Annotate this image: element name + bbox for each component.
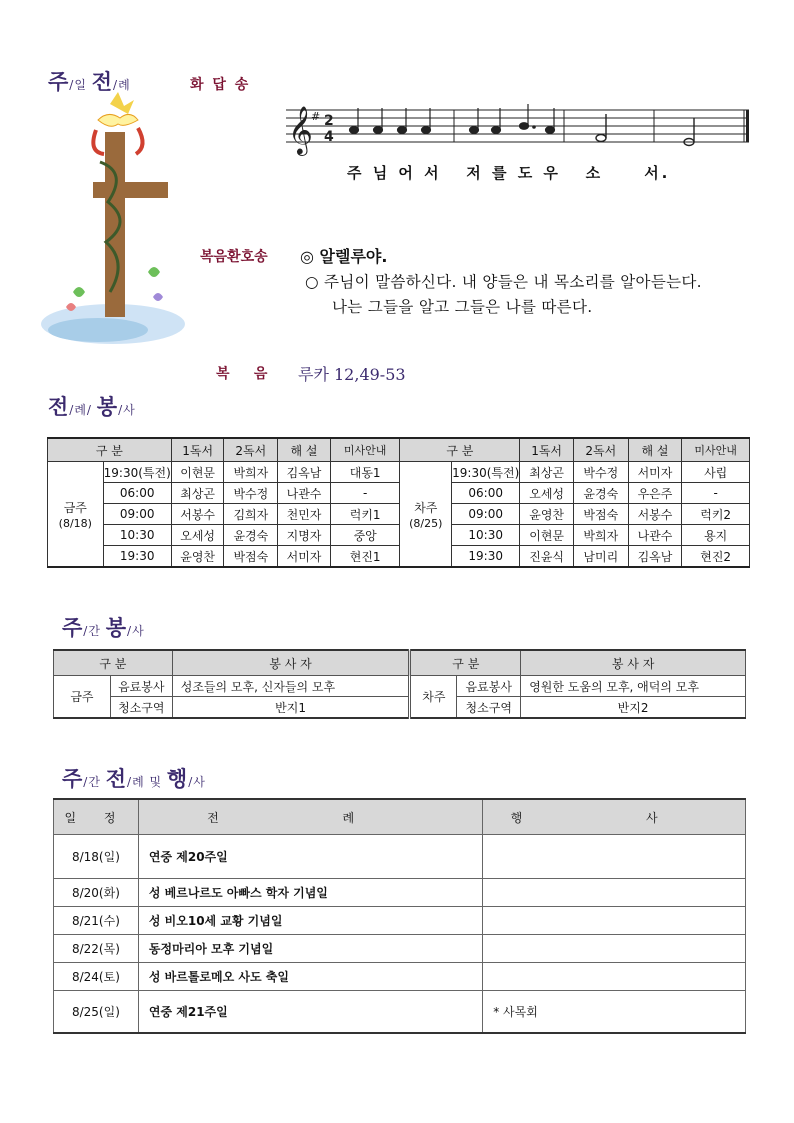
table-header-row bbox=[54, 799, 746, 835]
header-date: 일 정 bbox=[54, 799, 139, 835]
commentator-cell: 김옥남 bbox=[278, 462, 331, 483]
reader1-cell: 이현문 bbox=[520, 525, 574, 546]
this-week-group: 금주 bbox=[54, 676, 111, 719]
liturgy-service-table bbox=[47, 437, 750, 568]
reader1-cell: 윤영찬 bbox=[520, 504, 574, 525]
time-cell: 09:00 bbox=[103, 504, 171, 525]
reader1-cell: 서봉수 bbox=[171, 504, 224, 525]
commentator-cell: 나관수 bbox=[278, 483, 331, 504]
sunday-liturgy-title: 주/일 전/례 bbox=[48, 69, 131, 94]
header-cell: 2독서 bbox=[573, 438, 628, 462]
header-cell: 구 분 bbox=[54, 650, 173, 676]
time-cell: 19:30 bbox=[103, 546, 171, 568]
usher-cell: - bbox=[682, 483, 750, 504]
duty-label: 청소구역 bbox=[457, 697, 521, 719]
reader1-cell: 오세성 bbox=[520, 483, 574, 504]
table-row bbox=[54, 991, 746, 1033]
header-cell: 미사안내 bbox=[682, 438, 750, 462]
header-cell: 봉 사 자 bbox=[172, 650, 410, 676]
reader2-cell: 박희자 bbox=[224, 462, 278, 483]
usher-cell: 사립 bbox=[682, 462, 750, 483]
table-header-row bbox=[48, 438, 750, 462]
reader2-cell: 남미리 bbox=[573, 546, 628, 568]
duty-value: 성조들의 모후, 신자들의 모후 bbox=[172, 676, 410, 697]
liturgy-cell: 동정마리아 모후 기념일 bbox=[138, 935, 482, 963]
response-psalm-label: 화 답 송 bbox=[190, 77, 251, 93]
next-week-group: 차주 (8/25) bbox=[400, 462, 452, 568]
reader1-cell: 최상곤 bbox=[171, 483, 224, 504]
reader2-cell: 박수정 bbox=[224, 483, 278, 504]
commentator-cell: 서봉수 bbox=[628, 504, 682, 525]
event-cell bbox=[483, 835, 746, 879]
music-lyrics: 주 님 어 서 저 를 도 우 소 서. bbox=[347, 164, 671, 182]
time-cell: 19:30 bbox=[452, 546, 520, 568]
event-cell bbox=[483, 907, 746, 935]
commentator-cell: 천민자 bbox=[278, 504, 331, 525]
gospel-reference: 루카 12,49-53 bbox=[298, 365, 406, 384]
event-cell bbox=[483, 963, 746, 991]
reader1-cell: 최상곤 bbox=[520, 462, 574, 483]
usher-cell: 대동1 bbox=[330, 462, 400, 483]
header-liturgy: 전 례 bbox=[138, 799, 482, 835]
reader2-cell: 윤경숙 bbox=[224, 525, 278, 546]
duty-label: 음료봉사 bbox=[110, 676, 172, 697]
duty-label: 청소구역 bbox=[110, 697, 172, 719]
table-row bbox=[54, 879, 746, 907]
weekly-service-title: 주/간 봉/사 bbox=[62, 615, 145, 640]
date-cell: 8/25(일) bbox=[54, 991, 139, 1033]
acclamation-verse-line1: ○ 주님이 말씀하신다. 내 양들은 내 목소리를 알아듣는다. bbox=[305, 273, 702, 291]
reader2-cell: 윤경숙 bbox=[573, 483, 628, 504]
liturgy-service-title: 전/례/ 봉/사 bbox=[48, 394, 136, 419]
reader2-cell: 박점숙 bbox=[573, 504, 628, 525]
this-week-group: 금주 (8/18) bbox=[48, 462, 104, 568]
date-cell: 8/21(수) bbox=[54, 907, 139, 935]
header-cell: 해 설 bbox=[628, 438, 682, 462]
header-cell: 구 분 bbox=[410, 650, 521, 676]
cross-illustration bbox=[38, 92, 188, 347]
reader2-cell: 박수정 bbox=[573, 462, 628, 483]
liturgy-cell: 연중 제20주일 bbox=[138, 835, 482, 879]
gospel-acclamation-label: 복음환호송 bbox=[200, 249, 268, 265]
table-row bbox=[48, 546, 750, 568]
usher-cell: 현진2 bbox=[682, 546, 750, 568]
date-cell: 8/20(화) bbox=[54, 879, 139, 907]
commentator-cell: 우은주 bbox=[628, 483, 682, 504]
table-row bbox=[54, 935, 746, 963]
reader1-cell: 이현문 bbox=[171, 462, 224, 483]
liturgy-cell: 성 바르톨로메오 사도 축일 bbox=[138, 963, 482, 991]
table-row bbox=[54, 676, 746, 697]
usher-cell: 럭키1 bbox=[330, 504, 400, 525]
header-cell: 봉 사 자 bbox=[521, 650, 746, 676]
acclamation-verse-line2: 나는 그들을 알고 그들은 나를 따른다. bbox=[332, 298, 593, 316]
header-cell: 구 분 bbox=[48, 438, 172, 462]
header-cell: 구 분 bbox=[400, 438, 520, 462]
svg-text:𝄞: 𝄞 bbox=[288, 105, 313, 154]
header-cell: 2독서 bbox=[224, 438, 278, 462]
event-cell bbox=[483, 879, 746, 907]
table-row bbox=[54, 963, 746, 991]
table-row bbox=[54, 697, 746, 719]
table-row bbox=[48, 483, 750, 504]
alleluia-text: ◎ 알렐루야. bbox=[300, 247, 388, 266]
header-events: 행 사 bbox=[483, 799, 746, 835]
table-row bbox=[48, 525, 750, 546]
reader2-cell: 김희자 bbox=[224, 504, 278, 525]
date-cell: 8/18(일) bbox=[54, 835, 139, 879]
reader1-cell: 진윤식 bbox=[520, 546, 574, 568]
event-cell bbox=[483, 935, 746, 963]
liturgy-cell: 성 베르나르도 아빠스 학자 기념일 bbox=[138, 879, 482, 907]
table-row bbox=[48, 462, 750, 483]
time-cell: 10:30 bbox=[452, 525, 520, 546]
commentator-cell: 지명자 bbox=[278, 525, 331, 546]
commentator-cell: 서미자 bbox=[278, 546, 331, 568]
weekly-service-table bbox=[53, 649, 746, 719]
time-cell: 10:30 bbox=[103, 525, 171, 546]
reader2-cell: 박점숙 bbox=[224, 546, 278, 568]
weekly-events-table bbox=[53, 798, 746, 1034]
usher-cell: 용지 bbox=[682, 525, 750, 546]
commentator-cell: 나관수 bbox=[628, 525, 682, 546]
date-cell: 8/22(목) bbox=[54, 935, 139, 963]
table-row bbox=[54, 907, 746, 935]
reader1-cell: 오세성 bbox=[171, 525, 224, 546]
table-row bbox=[54, 835, 746, 879]
event-cell: * 사목회 bbox=[483, 991, 746, 1033]
header-cell: 1독서 bbox=[171, 438, 224, 462]
time-cell: 06:00 bbox=[103, 483, 171, 504]
svg-text:4: 4 bbox=[324, 129, 334, 145]
time-cell: 19:30(특전) bbox=[452, 462, 520, 483]
usher-cell: 중앙 bbox=[330, 525, 400, 546]
time-cell: 19:30(특전) bbox=[103, 462, 171, 483]
reader2-cell: 박희자 bbox=[573, 525, 628, 546]
duty-value: 반지1 bbox=[172, 697, 410, 719]
duty-label: 음료봉사 bbox=[457, 676, 521, 697]
svg-text:2: 2 bbox=[324, 113, 334, 129]
usher-cell: - bbox=[330, 483, 400, 504]
header-cell: 1독서 bbox=[520, 438, 574, 462]
header-cell: 해 설 bbox=[278, 438, 331, 462]
next-week-group: 차주 bbox=[410, 676, 457, 719]
table-header-row bbox=[54, 650, 746, 676]
weekly-events-title: 주/간 전/례 및 행/사 bbox=[62, 766, 206, 791]
svg-text:#: # bbox=[311, 110, 321, 123]
commentator-cell: 김옥남 bbox=[628, 546, 682, 568]
time-cell: 06:00 bbox=[452, 483, 520, 504]
liturgy-cell: 성 비오10세 교황 기념일 bbox=[138, 907, 482, 935]
liturgy-cell: 연중 제21주일 bbox=[138, 991, 482, 1033]
commentator-cell: 서미자 bbox=[628, 462, 682, 483]
duty-value: 반지2 bbox=[521, 697, 746, 719]
header-cell: 미사안내 bbox=[330, 438, 400, 462]
reader1-cell: 윤영찬 bbox=[171, 546, 224, 568]
table-row bbox=[48, 504, 750, 525]
time-cell: 09:00 bbox=[452, 504, 520, 525]
date-cell: 8/24(토) bbox=[54, 963, 139, 991]
gospel-label: 복 음 bbox=[216, 366, 268, 382]
usher-cell: 럭키2 bbox=[682, 504, 750, 525]
duty-value: 영원한 도움의 모후, 애덕의 모후 bbox=[521, 676, 746, 697]
usher-cell: 현진1 bbox=[330, 546, 400, 568]
